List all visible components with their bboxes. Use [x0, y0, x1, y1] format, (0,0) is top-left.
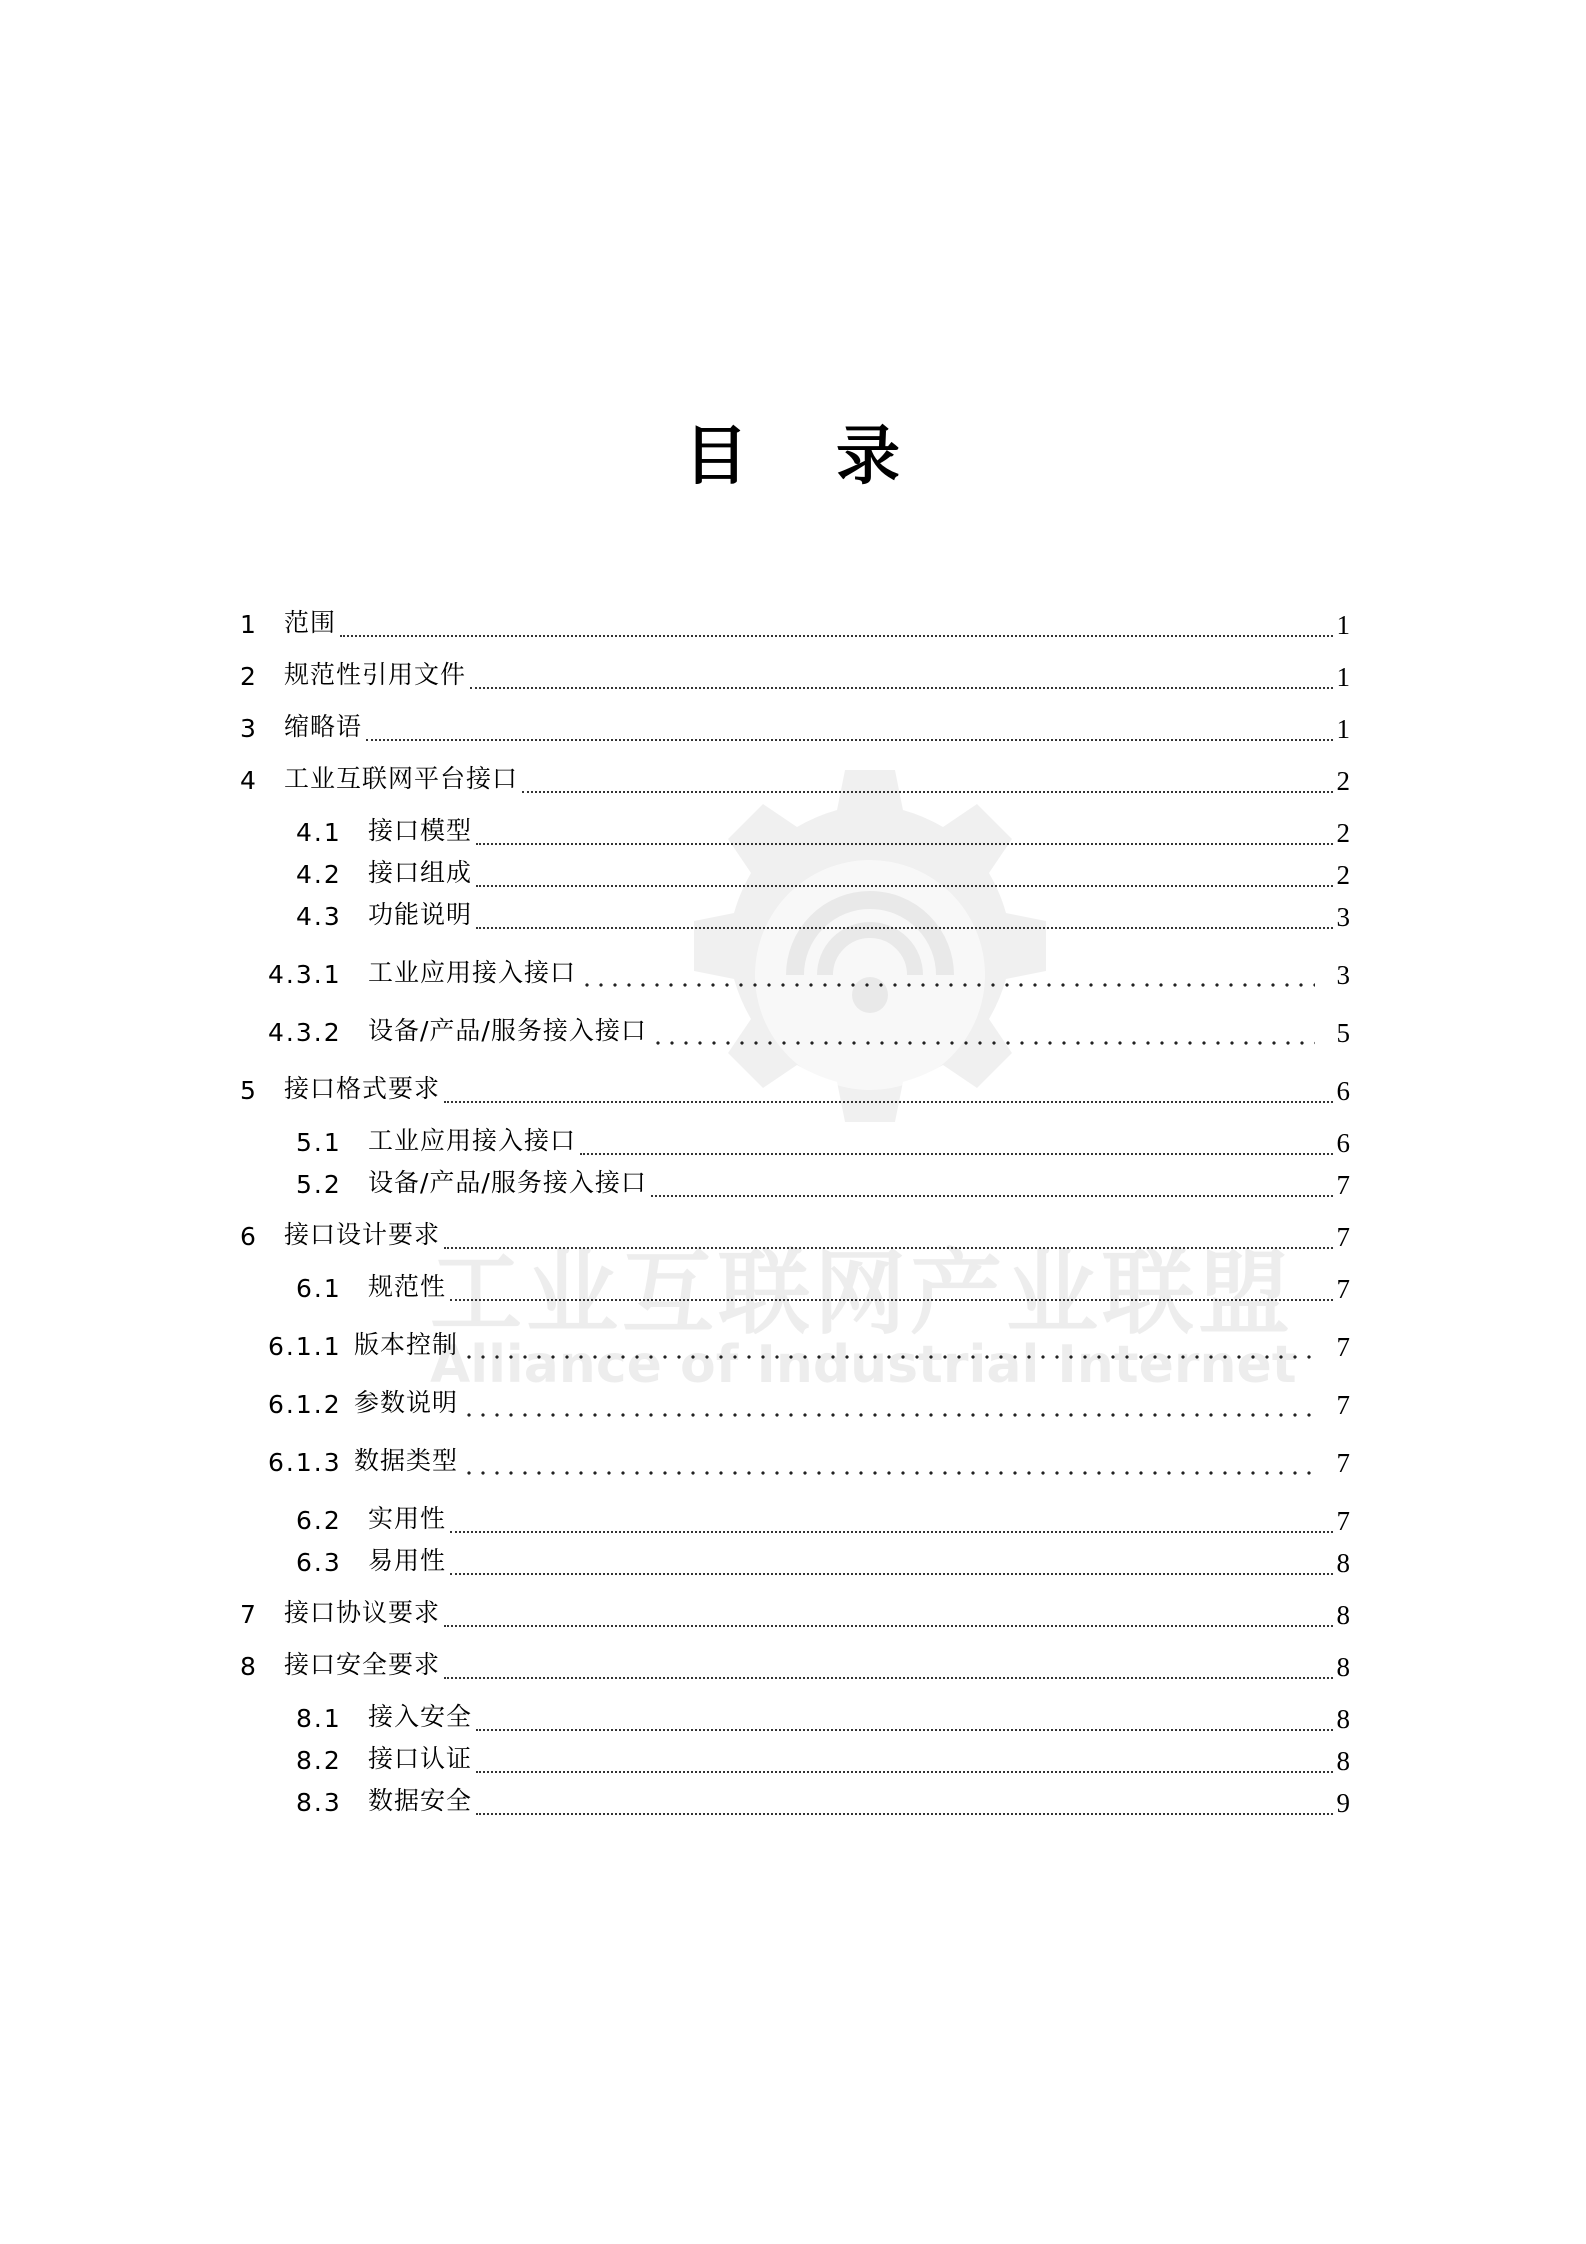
toc-entry[interactable]: [0, 1739, 1586, 1779]
toc-entry[interactable]: [0, 811, 1586, 851]
title-char-2: 录: [836, 420, 902, 494]
toc-leader-dots: [580, 1151, 1333, 1155]
toc-entry-number: 6.2: [296, 1506, 342, 1535]
toc-entry-number: 3: [240, 714, 258, 743]
toc-entry-label: 范围: [284, 608, 337, 637]
toc-entry-number: 1: [240, 610, 258, 639]
watermark-en-text: Alliance of Industrial Internet: [430, 1335, 1297, 1395]
toc-leader-dots: [476, 1727, 1333, 1731]
toc-entry[interactable]: [0, 895, 1586, 935]
toc-leader-dots: [476, 1769, 1333, 1773]
toc-entry-number: 4.3.1: [268, 960, 342, 989]
toc-entry-number: 6.1.1: [268, 1332, 342, 1361]
toc-leader-dots: [450, 1529, 1333, 1533]
toc-leader-dots: [450, 1297, 1333, 1301]
toc-entry-page: 6: [1336, 1128, 1350, 1158]
toc-entry-number: 2: [240, 662, 258, 691]
toc-entry[interactable]: [0, 1325, 1586, 1365]
toc-entry-page: 7: [1336, 1506, 1350, 1536]
toc-entry-label: 功能说明: [368, 900, 473, 929]
toc-entry-label: 接口安全要求: [284, 1650, 441, 1679]
toc-entry[interactable]: [0, 1267, 1586, 1307]
toc-entry-page: 1: [1336, 714, 1350, 744]
toc-leader-dots: [476, 1811, 1333, 1815]
toc-entry-number: 5: [240, 1076, 258, 1105]
toc-entry-label: 设备/产品/服务接入接口: [368, 1168, 647, 1197]
toc-entry-page: 5: [1336, 1018, 1350, 1048]
toc-entry-label: 接口格式要求: [284, 1074, 441, 1103]
toc-entry-number: 7: [240, 1600, 258, 1629]
toc-entry-page: 2: [1336, 818, 1350, 848]
toc-entry-label: 工业互联网平台接口: [284, 764, 519, 793]
toc-leader-dots: [580, 983, 1315, 987]
toc-leader-dots: [476, 841, 1333, 845]
toc-entry[interactable]: [0, 1069, 1586, 1109]
toc-entry-page: 2: [1336, 766, 1350, 796]
toc-leader-dots: [651, 1041, 1315, 1045]
toc-entry[interactable]: [0, 853, 1586, 893]
toc-entry-number: 4: [240, 766, 258, 795]
toc-entry[interactable]: [0, 1011, 1586, 1051]
toc-entry-number: 4.3: [296, 902, 342, 931]
toc-entry-number: 6.1.3: [268, 1448, 342, 1477]
toc-entry-page: 7: [1336, 1448, 1350, 1478]
toc-leader-dots: [444, 1623, 1333, 1627]
toc-entry[interactable]: [0, 1163, 1586, 1203]
toc-entry[interactable]: [0, 1499, 1586, 1539]
toc-entry-number: 6: [240, 1222, 258, 1251]
toc-entry[interactable]: [0, 1697, 1586, 1737]
toc-entry-page: 3: [1336, 960, 1350, 990]
watermark-cn-text: 工业互联网产业联盟: [430, 1240, 1295, 1347]
toc-leader-dots: [444, 1675, 1333, 1679]
toc-leader-dots: [444, 1099, 1333, 1103]
toc-entry-label: 实用性: [368, 1504, 447, 1533]
toc-entry[interactable]: [0, 1645, 1586, 1685]
toc-entry-label: 设备/产品/服务接入接口: [368, 1016, 647, 1045]
toc-leader-dots: [462, 1355, 1315, 1359]
toc-entry[interactable]: [0, 1441, 1586, 1481]
toc-entry-label: 易用性: [368, 1546, 447, 1575]
toc-entry-number: 8.3: [296, 1788, 342, 1817]
toc-leader-dots: [462, 1471, 1315, 1475]
toc-entry-number: 5.1: [296, 1128, 342, 1157]
toc-entry-page: 8: [1336, 1548, 1350, 1578]
toc-entry[interactable]: [0, 1121, 1586, 1161]
toc-entry-number: 8.1: [296, 1704, 342, 1733]
toc-entry-page: 7: [1336, 1332, 1350, 1362]
toc-entry-label: 参数说明: [354, 1388, 459, 1417]
toc-entry-label: 版本控制: [354, 1330, 459, 1359]
toc-entry[interactable]: [0, 1781, 1586, 1821]
toc-leader-dots: [450, 1571, 1333, 1575]
toc-entry-page: 7: [1336, 1222, 1350, 1252]
toc-entry-label: 接口设计要求: [284, 1220, 441, 1249]
toc-entry-page: 8: [1336, 1652, 1350, 1682]
toc-leader-dots: [444, 1245, 1333, 1249]
toc-entry-number: 6.1.2: [268, 1390, 342, 1419]
toc-leader-dots: [366, 737, 1333, 741]
toc-entry-page: 7: [1336, 1390, 1350, 1420]
toc-entry-label: 接入安全: [368, 1702, 473, 1731]
toc-entry-label: 数据类型: [354, 1446, 459, 1475]
toc-entry-number: 8.2: [296, 1746, 342, 1775]
toc-leader-dots: [476, 925, 1333, 929]
toc-leader-dots: [651, 1193, 1333, 1197]
toc-entry-label: 接口协议要求: [284, 1598, 441, 1627]
toc-entry[interactable]: [0, 1215, 1586, 1255]
toc-entry-page: 8: [1336, 1600, 1350, 1630]
title-char-1: 目: [684, 420, 750, 494]
toc-entry-page: 3: [1336, 902, 1350, 932]
toc-entry-page: 8: [1336, 1704, 1350, 1734]
toc-entry-label: 工业应用接入接口: [368, 1126, 577, 1155]
toc-entry[interactable]: [0, 655, 1586, 695]
toc-entry[interactable]: [0, 759, 1586, 799]
toc-entry-page: 7: [1336, 1170, 1350, 1200]
toc-entry-label: 接口认证: [368, 1744, 473, 1773]
toc-entry[interactable]: [0, 1383, 1586, 1423]
toc-entry-label: 接口组成: [368, 858, 473, 887]
toc-entry[interactable]: [0, 1593, 1586, 1633]
toc-leader-dots: [462, 1413, 1315, 1417]
toc-entry-number: 5.2: [296, 1170, 342, 1199]
toc-leader-dots: [340, 633, 1333, 637]
toc-entry-page: 1: [1336, 610, 1350, 640]
toc-leader-dots: [476, 883, 1333, 887]
toc-entry-number: 4.3.2: [268, 1018, 342, 1047]
toc-entry-number: 4.2: [296, 860, 342, 889]
toc-entry-page: 7: [1336, 1274, 1350, 1304]
toc-entry[interactable]: [0, 953, 1586, 993]
toc-entry-page: 2: [1336, 860, 1350, 890]
toc-entry-page: 1: [1336, 662, 1350, 692]
toc-entry[interactable]: [0, 1541, 1586, 1581]
toc-entry[interactable]: [0, 603, 1586, 643]
toc-entry-number: 6.1: [296, 1274, 342, 1303]
toc-entry-label: 规范性引用文件: [284, 660, 467, 689]
toc-entry-label: 接口模型: [368, 816, 473, 845]
toc-leader-dots: [522, 789, 1333, 793]
toc-entry-label: 规范性: [368, 1272, 447, 1301]
toc-entry-label: 工业应用接入接口: [368, 958, 577, 987]
toc-entry-number: 6.3: [296, 1548, 342, 1577]
toc-entry-label: 缩略语: [284, 712, 363, 741]
toc-leader-dots: [470, 685, 1333, 689]
toc-entry-page: 8: [1336, 1746, 1350, 1776]
toc-entry[interactable]: [0, 707, 1586, 747]
toc-entry-page: 6: [1336, 1076, 1350, 1106]
toc-entry-number: 8: [240, 1652, 258, 1681]
toc-entry-page: 9: [1336, 1788, 1350, 1818]
toc-entry-label: 数据安全: [368, 1786, 473, 1815]
toc-entry-number: 4.1: [296, 818, 342, 847]
